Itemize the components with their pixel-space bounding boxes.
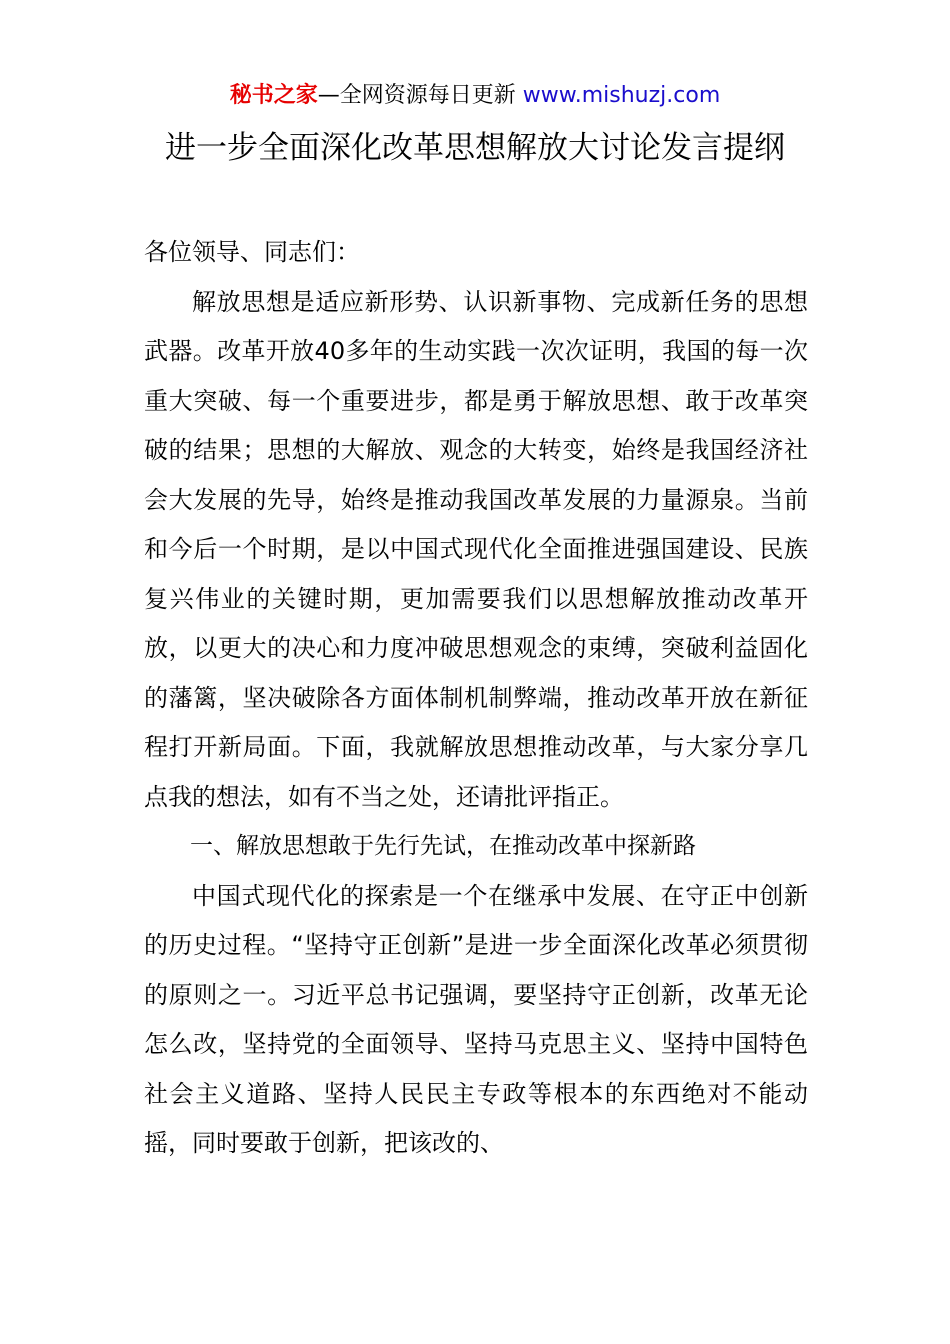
document-title: 进一步全面深化改革思想解放大讨论发言提纲 [165,130,785,166]
section-paragraph: 中国式现代化的探索是一个在继承中发展、在守正中创新的历史过程。“坚持守正创新”是进一步全面深化改革必须贯彻的原则之一。习近平总书记强调，要坚持守正创新，改革无论怎么改，坚持党的全面领导、坚持马克思主义、坚持中国特色社会主义道路、坚持人民民主专政等根本的东西绝对不能动摇，同时要敢于创新，把该改的、 [144,881,808,1157]
intro-paragraph: 解放思想是适应新形势、认识新事物、完成新任务的思想武器。改革开放40多年的生动实践一次次证明，我国的每一次重大突破、每一个重要进步，都是勇于解放思想、敢于改革突破的结果；思想的大解放、观念的大转变，始终是我国经济社会大发展的先导，始终是推动我国改革发展的力量源泉。当前和今后一个时期，是以中国式现代化全面推进强国建设、民族复兴伟业的关键时期，更加需要我们以思想解放推动改革开放，以更大的决心和力度冲破思想观念的束缚，突破利益固化的藩篱，坚决破除各方面体制机制弊端，推动改革开放在新征程打开新局面。下面，我就解放思想推动改革，与大家分享几点我的想法，如有不当之处，还请批评指正。 [144,287,808,811]
site-tagline: —全网资源每日更新 [317,83,516,108]
site-url-link[interactable]: www.mishuzj.com [522,83,721,108]
site-brand: 秘书之家 [229,83,318,108]
section-heading: 一、解放思想敢于先行先试，在推动改革中探新路 [190,833,696,859]
greeting: 各位领导、同志们： [144,238,360,266]
site-header [0,80,950,112]
document-body [144,228,808,1169]
